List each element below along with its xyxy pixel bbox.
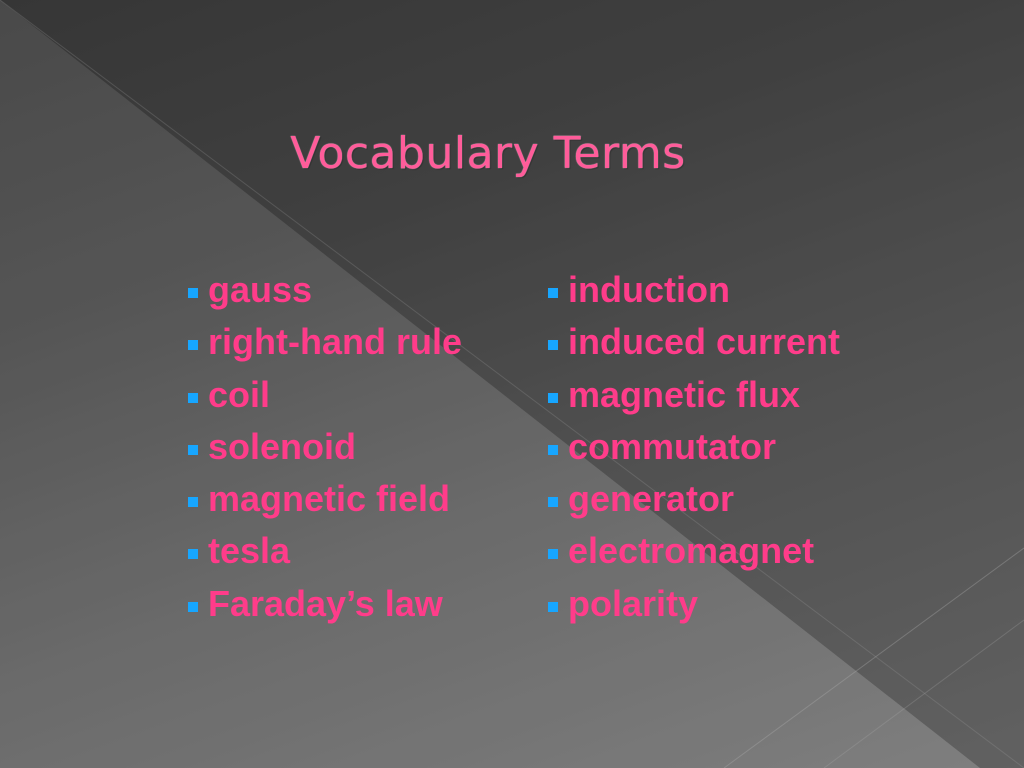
term-label: right-hand rule [208, 321, 462, 363]
blue-square-bullet-icon [188, 288, 198, 298]
list-item [188, 316, 462, 368]
list-item [188, 264, 462, 316]
term-label: gauss [208, 269, 313, 310]
blue-square-bullet-icon [188, 497, 198, 507]
blue-square-bullet-icon [548, 340, 558, 350]
blue-square-bullet-icon [188, 393, 198, 403]
list-item [548, 369, 840, 421]
term-label: polarity [568, 582, 699, 624]
term-label: magnetic flux [568, 373, 801, 415]
term-label: coil [208, 373, 271, 415]
list-item [188, 421, 462, 473]
blue-square-bullet-icon [548, 288, 558, 298]
term-label: electromagnet [568, 530, 815, 572]
list-item [548, 473, 840, 525]
blue-square-bullet-icon [188, 340, 198, 350]
term-label: induced current [568, 321, 841, 363]
list-item [188, 578, 462, 630]
blue-square-bullet-icon [548, 602, 558, 612]
list-item [548, 316, 840, 368]
list-item [548, 421, 840, 473]
term-label: magnetic field [208, 478, 451, 520]
vocabulary-list-left [188, 264, 462, 630]
term-label: generator [568, 478, 735, 520]
blue-square-bullet-icon [188, 602, 198, 612]
blue-square-bullet-icon [548, 445, 558, 455]
list-item [188, 525, 462, 577]
blue-square-bullet-icon [188, 445, 198, 455]
term-label: Faraday’s law [208, 582, 443, 624]
blue-square-bullet-icon [188, 549, 198, 559]
list-item [548, 578, 840, 630]
list-item [188, 369, 462, 421]
blue-square-bullet-icon [548, 549, 558, 559]
term-label: tesla [208, 530, 291, 572]
blue-square-bullet-icon [548, 497, 558, 507]
list-item [188, 473, 462, 525]
vocabulary-list-right [548, 264, 840, 630]
list-item [548, 525, 840, 577]
list-item [548, 264, 840, 316]
term-label: solenoid [208, 425, 357, 467]
blue-square-bullet-icon [548, 393, 558, 403]
term-label: commutator [568, 425, 777, 467]
slide-title: Vocabulary Terms [290, 128, 686, 179]
term-label: induction [568, 269, 730, 310]
